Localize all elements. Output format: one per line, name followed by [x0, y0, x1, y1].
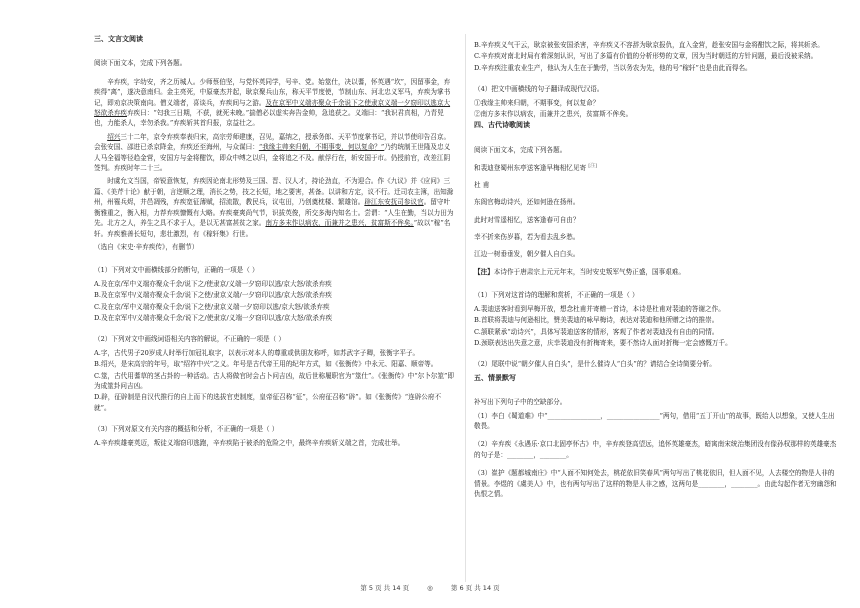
passage-source: （选自《宋史·辛弃疾传》，有删节） — [94, 242, 199, 251]
option-item[interactable]: D.及在京军中/义端亦聚众千余/说下之/使隶京/义端一夕窃印以逃/京大怒/欲杀弃疾 — [94, 313, 333, 322]
option-item[interactable]: B.绍兴，是宋高宗的年号，取“绍祚中兴”之义。年号是古代帝王用的纪年方式，如《张衡传》中永元、阳嘉、顺帝等。 — [94, 360, 438, 369]
question-1: （1）下列对文中画横线部分的断句，正确的一项是（ ） — [94, 266, 259, 275]
option-item[interactable]: D.辛弃疾注重农业生产，他认为人生在于勤劳，当以务农为先，他的号“稼轩”也是由此而得名。 — [474, 63, 752, 72]
underlined-word-shaoxing: 绍兴 — [107, 132, 121, 141]
underlined-sentence-1: 及在京军中义端亦聚众千余说下之使隶京义端一夕窃印以逃京大怒欲杀弃疾 — [94, 98, 451, 118]
underlined-sentence-3: 南方多末作以病农，而兼并之患兴，贫富斯不侔矣。 — [265, 219, 414, 228]
option-item[interactable]: B.及在京军中/义端亦聚众千余/说下之使/隶京义端/一夕窃印以逃/京大怒/欲杀弃疾 — [94, 291, 332, 300]
poem-line: 江边一树垂垂发，朝夕催人自白头。 — [474, 250, 580, 259]
option-item[interactable]: A.辛弃疾雄豪英迈，叛徒义端窃印逃跑，辛弃疾陷于被杀的危险之中，最终辛弃疾斩义端之首，完成壮举。 — [94, 438, 405, 447]
poem-line: 此时对雪遥相忆，送客逢春可自由？ — [474, 215, 580, 224]
poem-note-marker: [注] — [588, 163, 598, 170]
right-column — [474, 40, 838, 502]
poetry-intro: 阅读下面文本，完成下列各题。 — [474, 145, 567, 154]
question-3: （3）下列对原文有关内容的概括和分析，不正确的一项是（ ） — [94, 425, 279, 434]
passage-paragraph-3: 时虞允文当国，帝锐意恢复，弃疾因论南北形势及三国、晋、汉人才，持论劲直，不为迎合。作《九议》并《应问》三篇、《美芹十论》献于朝，言逆顺之理，消长之势，技之长短，地之要害，甚备。以讲和方定，议不行。迁司农主簿，出知滁州，州罹兵烬，井邑凋残，弃疾宽征薄赋，招流散，教民兵，议屯田，乃创奠枕楼、繁雄馆。辟江东安抚司参议官。留守叶衡雅重之，衡入相，力荐弃疾慷慨有大略。弃疾豪爽尚气节，识拔英俊，所交多海内知名士。尝谓：“人生在勤，当以力田为先。北方之人，养生之具不求于人，是以无甚富甚贫之家。南方多末作以病农，而兼并之患兴，贫富斯不侔矣。”故以“稼”名轩。弃疾雅善长短句，悲壮激烈，有《稼轩集》行世。 — [94, 177, 454, 238]
option-item[interactable]: C.及在京/军中义端亦聚众千余/说下之使/隶京义端一夕窃印以逃/京大怒/欲杀弃疾 — [94, 302, 330, 311]
poetry-question-2: （2）尾联中说“朝夕催人自白头”，是什么催诗人“白头”的？请结合全诗简要分析。 — [474, 360, 716, 369]
option-item[interactable]: C.筮，古代用蓍草的茎占卦的一种活动。古人将做官时会占卜问吉凶，故后世称履职官为“筮仕”。《张衡传》中“尔卜尔筮”即为成筮卦问吉凶。 — [94, 371, 454, 390]
binding-circle-icon: ◎ — [427, 584, 433, 592]
dictation-item: （1）李白《蜀道难》中“________________，________________”两句，借用“五丁开山”的故事，既给人以想象，又使人生出敬畏。 — [474, 411, 835, 430]
option-item[interactable]: B.首联将裴迪与何逊相比，赞美裴迪的咏早梅诗，表达对裴迪和他所赠之诗的推崇。 — [474, 316, 719, 325]
column-divider — [465, 34, 466, 582]
section-title-dictation: 五、情景默写 — [474, 373, 516, 382]
question-2: （2）下列对文中画线词语相关内容的解说，不正确的一项是（ ） — [94, 335, 285, 344]
passage-paragraph-2: 绍兴三十二年，京令弃疾奉表归宋，高宗劳师建康，召见，嘉纳之，授承务郎、天平节度掌书记，并以节使印告召京。会张安国、邵进已杀京降金，弃疾还至海州，与众谋曰：“我缘主帅来归朝，不期事变，何以复命？”乃约统制王世隆及忠义人马全福等径趋金营，安国方与金将酣饮，即众中缚之以归，金将追之不及。献俘行在，斩安国于市。仍授前官，改差江阴签判。弃疾时年二十三。 — [94, 132, 451, 173]
option-item[interactable]: D.颈联表达出失意之意，庆幸裴迪没有折梅寄来，要不然诗人面对折梅一定会感慨万千。 — [474, 338, 732, 347]
poem-title: 和裴迪登蜀州东亭送客逢早梅相忆见寄 [注] — [474, 163, 598, 173]
poetry-question-1: （1）下列对这首诗的理解和赏析，不正确的一项是（ ） — [474, 291, 639, 300]
section-title-classical: 三、文言文阅读 — [94, 35, 143, 43]
poem-line: 幸不折来伤岁暮，若为看去乱乡愁。 — [474, 233, 580, 242]
underlined-sentence-2: “我缘主帅来归朝，不期事变，何以复命？” — [258, 143, 385, 152]
page-footer — [0, 583, 860, 592]
dictation-item: （3）崔护《题都城南庄》中“人面不知何处去，桃花依旧笑春风”两句写出了桃花依旧，但人面不见，人去楼空的物是人非的情景。李煜的《虞美人》中，也有两句写出了这样的物是人非之感，这两句是________，________。由此勾起作者无穷幽怨和仇恨之情。 — [474, 469, 837, 498]
dictation-item: （2）辛弃疾《永遇乐·京口北固亭怀古》中，辛弃疾登高望远，追怀英雄豪杰，暗寓南宋统治集团没有像孙权那样的英雄豪杰的句子是：________，________。 — [474, 440, 837, 459]
section-title-poetry: 四、古代诗歌阅读 — [474, 121, 530, 130]
option-item[interactable]: C.辛弃疾对南北时局有着深刻认识，写出了多篇有价值的分析形势的文章，因为当时朝廷的方针问题，最后没被采纳。 — [474, 52, 818, 61]
translation-item: ②南方多末作以病农，而兼并之患兴，贫富斯不侔矣。 — [474, 110, 633, 119]
option-item[interactable]: D.辟，征辟制是自汉代推行的自上而下的选拔官吏制度，皇帝征召称“征”，公府征召称“辟”。如《张衡传》“连辟公府不就”。 — [94, 393, 442, 412]
page-number-left: 第 5 页 共 14 页 — [360, 584, 410, 592]
dictation-intro: 补写出下列句子中的空缺部分。 — [474, 398, 567, 407]
translation-item: ①我缘主帅来归朝，不期事变，何以复命？ — [474, 98, 600, 107]
question-4: （4）把文中画横线的句子翻译成现代汉语。 — [474, 85, 604, 94]
option-item[interactable]: B.辛弃疾义气干云，耿京被张安国杀害，辛弃疾义不容辞为耿京报仇，直入金营，趁张安国与金将酣饮之际，将其斩杀。 — [474, 41, 824, 49]
left-column — [94, 34, 456, 449]
reading-intro: 阅读下面文本，完成下列各题。 — [94, 59, 187, 68]
page-number-right: 第 6 页 共 14 页 — [450, 584, 500, 592]
option-item[interactable]: A.字，古代男子20岁成人时举行加冠礼取字，以表示对本人的尊重或供朋友称呼，如苏武字子卿，张衡字平子。 — [94, 348, 420, 357]
option-item[interactable]: A.裴迪送客时看到早梅开放，想念杜甫并寄赠一首诗，本诗是杜甫对裴迪的答谢之作。 — [474, 304, 725, 313]
option-item[interactable]: A.及在京/军中义端亦聚众千余/说下之/使隶京/义端一夕窃印以逃/京大怒/欲杀弃疾 — [94, 279, 332, 288]
underlined-word-pi: 辟江东安抚司参议官 — [364, 198, 424, 207]
passage-paragraph-1: 辛弃疾，字幼安，齐之历城人。少师蔡伯坚，与党怀英同学，号辛、党。始筮仕，决以蓍，怀英遇“坎”，因留事金，弃疾得“离”，遂决意南归。金主亮死，中原豪杰并起，耿京聚兵山东，称天平节度使，节制山东、河北忠义军马，弃疾为掌书记，即劝京决策南向。僧义端者，喜谈兵，弃疾间与之游。及在京军中义端亦聚众千余说下之使隶京义端一夕窃印以逃京大怒欲杀弃疾弃疾曰：“匄我三日期，不获，就死未晚。”揣僧必以虚实奔告金帅，急追获之。义端曰：“我识君真相，乃青兕也，力能杀人，幸勿杀我。”弃疾斩其首归报，京益壮之。 — [94, 77, 451, 128]
option-item[interactable]: C.颔联紧承“动诗兴”，具体写裴迪送客的情形，客观了作者对裴迪没有自由的同情。 — [474, 327, 719, 336]
poem-line: 东阁官梅动诗兴，还如何逊在扬州。 — [474, 198, 580, 207]
poem-note: 【注】本诗作于唐肃宗上元元年末，当时安史叛军气势正盛，国事艰难。 — [474, 267, 685, 276]
poem-author: 杜 甫 — [474, 180, 490, 189]
